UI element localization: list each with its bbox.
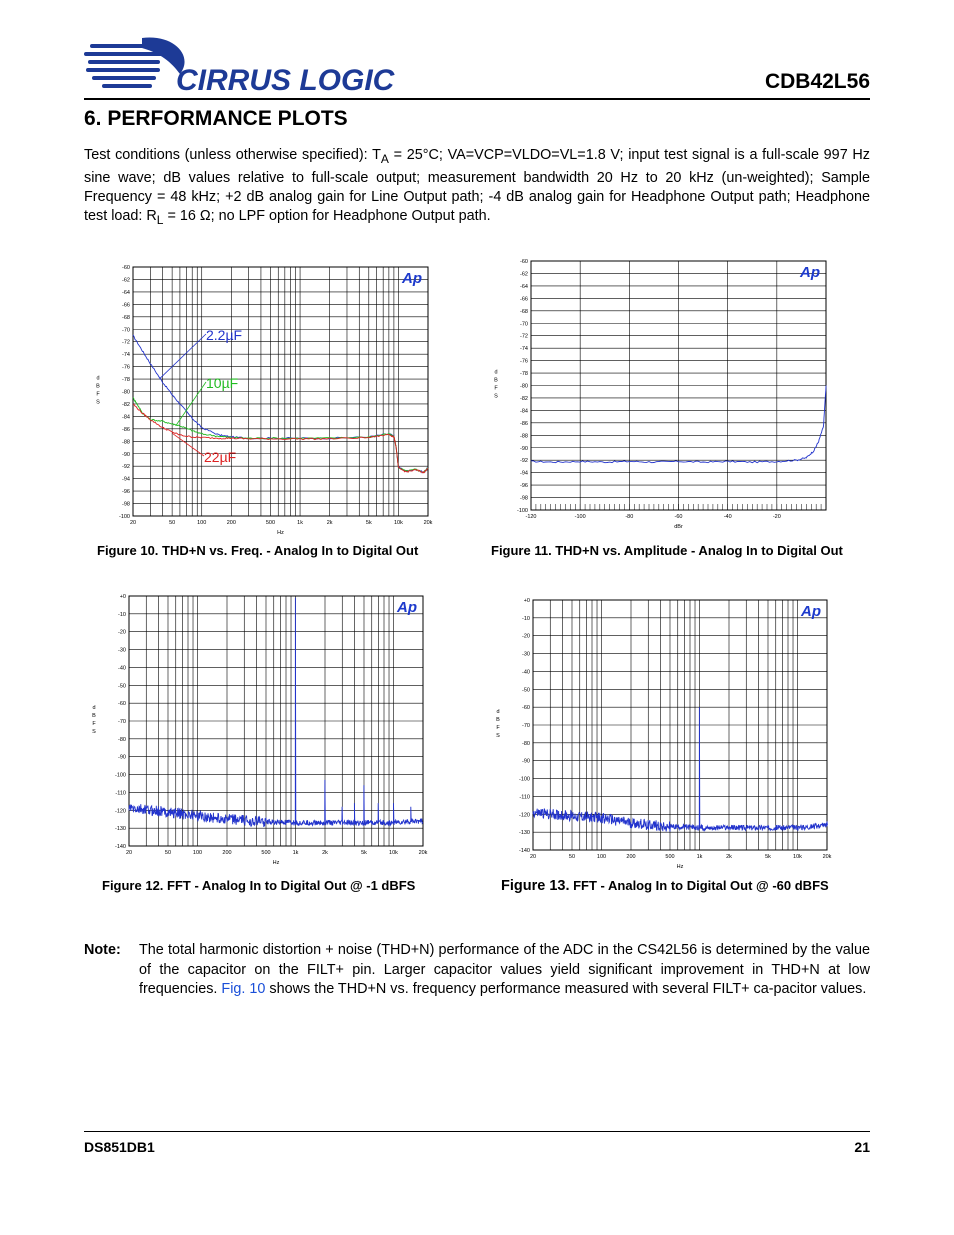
y-tick-label: -40 (118, 665, 126, 672)
test-conditions: Test conditions (unless otherwise specified): $T_A = 25^\circ C$; VA=VCP=VLDO=VL=1.8 V; input test signal is a full-scale 997 Hz sine wave; dB values relative to full-scale output; measurement bandwidth 20 Hz to 20 kHz (un-weighted); Sample Frequency = 48 kHz; +2 dB analog gain for Line Output path; -4 dB analog gain for Headphone Output path; Headphone test load: $R_L = 16$ Ω; no LPF option for Headphone Output path. (84, 147, 870, 227)
x-tick-label: -80 (625, 514, 634, 520)
figure-11-chart (486, 256, 836, 536)
x-tick-label: 200 (626, 854, 636, 860)
y-tick-label: -64 (122, 289, 130, 296)
y-axis-label: d B F S (92, 705, 96, 735)
x-tick-label: 100 (596, 854, 607, 860)
y-tick-label: -60 (122, 265, 130, 271)
y-tick-label: -66 (520, 296, 528, 303)
figure-12-caption: Figure 12. FFT - Analog In to Digital Out @ -1 dBFS (102, 878, 416, 893)
x-tick-label: 2k (726, 854, 732, 860)
page-number: 21 (854, 1139, 870, 1155)
y-axis-label: d B F S (96, 375, 100, 406)
plot-grid (533, 600, 827, 850)
y-tick-label: -74 (520, 346, 528, 353)
x-tick-label: 10k (389, 850, 398, 856)
y-tick-label: -70 (118, 719, 126, 725)
x-axis-label: Hz (676, 864, 684, 870)
y-tick-label: -130 (114, 826, 126, 833)
ap-logo-icon: Ap (397, 599, 417, 616)
y-tick-label: -64 (520, 283, 528, 290)
plot-grid (129, 596, 423, 846)
y-tick-label: -74 (122, 352, 130, 359)
x-tick-label: 20k (418, 850, 428, 856)
y-tick-label: -50 (522, 687, 530, 694)
x-tick-label: 500 (261, 850, 271, 856)
x-tick-label: 20 (129, 520, 137, 526)
x-tick-label: 1k (297, 520, 303, 526)
x-tick-label: 50 (169, 520, 176, 526)
x-tick-label: 50 (568, 854, 576, 860)
y-tick-label: -76 (520, 358, 528, 365)
y-tick-label: -140 (114, 844, 126, 850)
y-tick-label: -84 (122, 414, 130, 421)
y-tick-label: -40 (522, 669, 530, 676)
legend-label: 2.2µF (206, 327, 243, 343)
x-tick-label: 1k (696, 854, 703, 860)
x-tick-label: 20k (423, 520, 433, 526)
figure-13-caption: Figure 13. FFT - Analog In to Digital Out @ -60 dBFS (501, 878, 829, 894)
fig-10-link[interactable]: Fig. 10 (221, 981, 266, 997)
figure-12-chart (86, 590, 436, 870)
x-axis-label: Hz (277, 530, 284, 536)
note-body: The total harmonic distortion + noise (THD+N) performance of the ADC in the CS42L56 is determined by the value of the capacitor on the FILT+ pin. Larger capacitor values yield significant improvement in THD+N at low frequencies. Fig. 10 shows the THD+N vs. frequency performance measured with several FILT+ ca-pacitor values. (139, 942, 870, 997)
x-tick-label: -60 (674, 514, 683, 520)
y-tick-label: -100 (518, 776, 530, 783)
x-tick-label: 5k (365, 520, 372, 526)
y-tick-label: -20 (522, 633, 530, 640)
x-tick-label: 10k (793, 854, 802, 860)
x-tick-label: 5k (765, 854, 771, 860)
x-tick-label: 50 (164, 850, 172, 856)
legend-label: 10µF (206, 375, 239, 391)
ap-logo-icon: Ap (801, 603, 821, 620)
x-tick-label: 100 (197, 520, 207, 526)
y-tick-label: -30 (118, 647, 126, 654)
x-tick-label: 2k (326, 520, 333, 526)
series-line (133, 404, 428, 473)
x-tick-label: 500 (265, 520, 276, 526)
y-tick-label: -140 (518, 848, 530, 854)
y-tick-label: -78 (520, 371, 528, 378)
y-tick-label: -94 (122, 476, 130, 483)
x-tick-label: 1k (292, 850, 299, 856)
y-axis-label: d B F S (494, 369, 498, 400)
y-tick-label: -94 (520, 470, 528, 477)
minor-ticks (531, 504, 826, 510)
figure-10-caption: Figure 10. THD+N vs. Freq. - Analog In to Digital Out (97, 543, 419, 558)
note-label: Note: (84, 942, 121, 958)
y-tick-label: -86 (122, 426, 130, 433)
plot-grid (531, 261, 826, 510)
x-tick-label: 500 (665, 854, 675, 860)
y-tick-label: -98 (122, 501, 130, 508)
y-tick-label: +0 (119, 594, 126, 600)
x-tick-label: 2k (322, 850, 328, 856)
y-tick-label: -10 (522, 615, 530, 622)
section-title: 6. PERFORMANCE PLOTS (84, 107, 348, 130)
y-tick-label: -72 (122, 339, 130, 346)
y-tick-label: -60 (522, 705, 530, 712)
y-tick-label: -100 (118, 514, 130, 520)
y-tick-label: -92 (520, 458, 528, 465)
y-tick-label: -110 (519, 794, 530, 801)
cirrus-logic-logo (84, 36, 404, 100)
y-tick-label: -90 (522, 758, 530, 765)
y-tick-label: -50 (118, 683, 126, 690)
y-tick-label: -60 (520, 259, 528, 265)
ap-logo-icon: Ap (800, 264, 820, 281)
y-tick-label: -70 (522, 723, 530, 729)
legend-leader (172, 433, 204, 456)
x-tick-label: -120 (525, 514, 537, 520)
y-tick-label: -80 (522, 740, 530, 747)
y-tick-label: -90 (118, 754, 126, 761)
y-tick-label: -10 (118, 611, 126, 618)
document-id: DS851DB1 (84, 1139, 155, 1155)
y-tick-label: -72 (520, 333, 528, 340)
y-tick-label: -76 (122, 364, 130, 371)
plot-grid (133, 267, 428, 516)
y-tick-label: -68 (520, 308, 528, 315)
figure-10-chart (88, 262, 438, 542)
y-tick-label: +0 (523, 598, 530, 604)
y-tick-label: -88 (520, 433, 528, 440)
y-tick-label: -70 (122, 327, 130, 334)
x-tick-label: -20 (772, 514, 781, 520)
y-tick-label: -80 (122, 389, 130, 396)
y-tick-label: -120 (518, 812, 530, 819)
y-tick-label: -30 (522, 651, 530, 658)
note (84, 941, 870, 1000)
logo-text: CIRRUS LOGIC (176, 64, 395, 97)
product-title: CDB42L56 (764, 70, 870, 93)
x-tick-label: 200 (226, 520, 236, 526)
x-tick-label: 20 (125, 850, 133, 856)
y-tick-label: -82 (122, 401, 130, 408)
y-tick-label: -98 (520, 495, 528, 502)
y-tick-label: -82 (520, 395, 528, 402)
legend-leader (159, 334, 206, 379)
x-tick-label: -100 (574, 514, 586, 520)
y-tick-label: -68 (122, 314, 130, 321)
figure-11-caption: Figure 11. THD+N vs. Amplitude - Analog In to Digital Out (491, 543, 843, 558)
series-line (533, 707, 827, 832)
y-tick-label: -84 (520, 408, 528, 415)
y-tick-label: -96 (122, 489, 130, 496)
legend-label: 22µF (204, 449, 237, 465)
x-tick-label: 200 (222, 850, 232, 856)
y-tick-label: -62 (122, 277, 130, 284)
header-rule (84, 98, 870, 100)
y-tick-label: -20 (118, 629, 126, 636)
y-tick-label: -100 (114, 772, 126, 779)
y-tick-label: -62 (520, 271, 528, 278)
x-tick-label: 20k (822, 854, 832, 860)
x-tick-label: -40 (723, 514, 732, 520)
y-tick-label: -60 (118, 701, 126, 708)
x-tick-label: 20 (529, 854, 537, 860)
y-tick-label: -70 (520, 321, 528, 328)
x-tick-label: 100 (192, 850, 203, 856)
x-tick-label: 5k (361, 850, 367, 856)
y-tick-label: -90 (122, 451, 130, 458)
y-axis-label: d B F S (496, 709, 500, 739)
y-tick-label: -88 (122, 439, 130, 446)
y-tick-label: -110 (115, 790, 126, 797)
y-tick-label: -96 (520, 483, 528, 490)
footer-rule (84, 1131, 870, 1132)
x-axis-label: dBr (674, 524, 683, 530)
y-tick-label: -80 (118, 736, 126, 743)
y-tick-label: -92 (122, 464, 130, 471)
x-axis-label: Hz (272, 860, 280, 866)
y-tick-label: -80 (520, 383, 528, 390)
x-tick-label: 10k (393, 520, 403, 526)
y-tick-label: -78 (122, 377, 130, 384)
y-tick-label: -120 (114, 808, 126, 815)
y-tick-label: -90 (520, 445, 528, 452)
y-tick-label: -130 (518, 830, 530, 837)
ap-logo-icon: Ap (402, 270, 422, 287)
y-tick-label: -100 (516, 508, 528, 514)
figure-13-chart (490, 594, 840, 874)
y-tick-label: -66 (122, 302, 130, 309)
y-tick-label: -86 (520, 420, 528, 427)
